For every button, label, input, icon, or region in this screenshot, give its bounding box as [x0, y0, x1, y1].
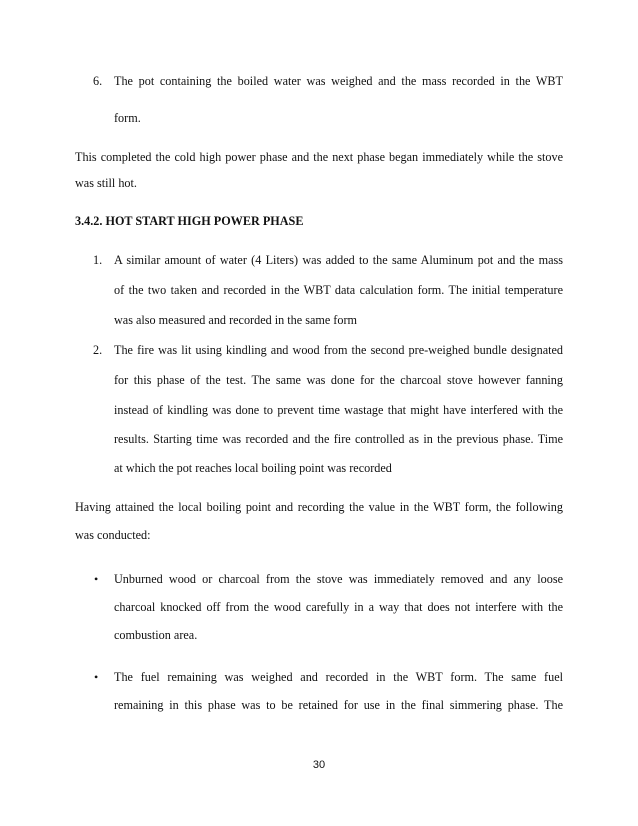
text-line: at which the pot reaches local boiling point was recorded: [114, 461, 392, 475]
list-number: 6.: [93, 74, 103, 88]
text-line: Unburned wood or charcoal from the stove was immediately removed and any loose: [114, 572, 563, 586]
bullet-icon: •: [94, 670, 99, 684]
text-line: The fire was lit using kindling and wood from the second pre-weighed bundle designated: [114, 343, 563, 357]
page-number: 30: [312, 759, 326, 771]
text-line: The fuel remaining was weighed and recorded in the WBT form. The same fuel: [114, 670, 563, 684]
text-line: remaining in this phase was to be retained for use in the final simmering phase. The: [114, 698, 563, 712]
text-line: charcoal knocked off from the wood carefully in a way that does not interfere with the: [114, 600, 563, 614]
text-line: combustion area.: [114, 628, 198, 642]
text-line: for this phase of the test. The same was done for the charcoal stove however fanning: [114, 373, 563, 387]
section-heading: 3.4.2. HOT START HIGH POWER PHASE: [75, 214, 304, 228]
text-line: of the two taken and recorded in the WBT data calculation form. The initial temperature: [114, 283, 563, 297]
paragraph-line: was conducted:: [75, 528, 151, 542]
text-line: A similar amount of water (4 Liters) was added to the same Aluminum pot and the mass: [114, 253, 563, 267]
text-line: results. Starting time was recorded and the fire controlled as in the previous phase. Time: [114, 432, 563, 446]
bullet-icon: •: [94, 572, 99, 586]
paragraph-line: was still hot.: [75, 176, 137, 190]
paragraph-line: Having attained the local boiling point and recording the value in the WBT form, the following: [75, 500, 563, 514]
text-line: was also measured and recorded in the same form: [114, 313, 357, 327]
text-line: form.: [114, 111, 141, 125]
list-number: 2.: [93, 343, 103, 357]
text-line: instead of kindling was done to prevent time wastage that might have interfered with the: [114, 403, 563, 417]
paragraph-line: This completed the cold high power phase and the next phase began immediately while the stove: [75, 150, 563, 164]
list-number: 1.: [93, 253, 103, 267]
text-line: The pot containing the boiled water was weighed and the mass recorded in the WBT: [114, 74, 563, 88]
